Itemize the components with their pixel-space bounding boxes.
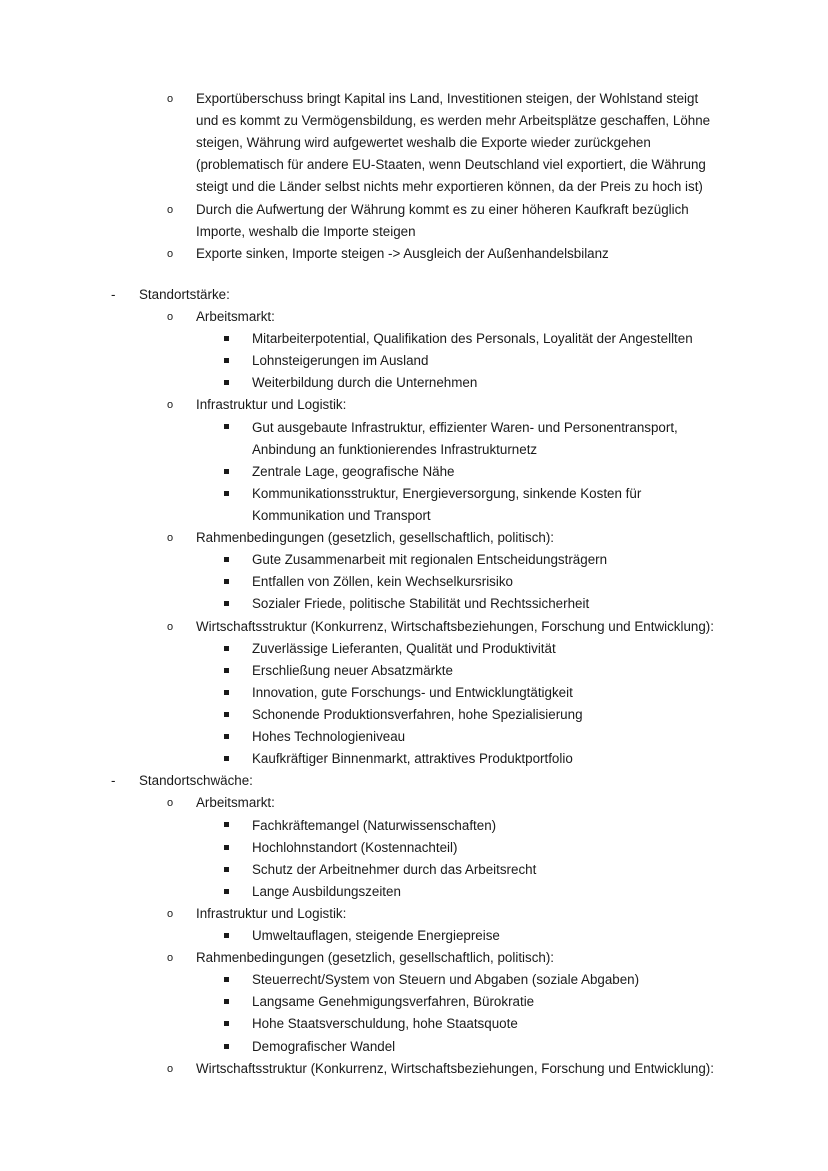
list-item-text: Hohes Technologieniveau — [252, 729, 406, 745]
square-bullet-icon — [224, 350, 252, 372]
list-item — [224, 571, 718, 593]
square-bullet-icon — [224, 660, 252, 682]
outline-list — [224, 969, 718, 1057]
list-item — [224, 682, 718, 704]
outline-sublist — [167, 306, 718, 770]
square-bullet-icon — [224, 461, 252, 483]
list-item-text: Kommunikationsstruktur, Energieversorgung, sinkende Kosten für Kommunikation und Transport — [252, 485, 646, 523]
circle-bullet-icon: o — [167, 620, 174, 633]
outline-list — [224, 549, 718, 615]
list-item-text: Standortschwäche: — [139, 773, 253, 789]
list-item-text: Fachkräftemangel (Naturwissenschaften) — [252, 817, 497, 833]
list-item-text: Demografischer Wandel — [252, 1038, 396, 1054]
list-item — [224, 837, 718, 859]
list-item-text: Sozialer Friede, politische Stabilität und Rechtssicherheit — [252, 596, 590, 612]
square-bullet-icon — [224, 483, 252, 505]
square-bullet-icon — [224, 881, 252, 903]
list-item — [224, 461, 718, 483]
list-item-text: Innovation, gute Forschungs- und Entwicklungtätigkeit — [252, 684, 573, 700]
list-item — [224, 1013, 718, 1035]
outline-list — [224, 328, 718, 394]
list-item — [167, 903, 718, 947]
outline-list — [110, 284, 718, 1080]
outline-list — [167, 306, 718, 770]
list-item — [224, 593, 718, 615]
list-item — [110, 770, 718, 1080]
list-item — [167, 527, 718, 615]
list-item — [224, 925, 718, 947]
list-item-text: Mitarbeiterpotential, Qualifikation des Personals, Loyalität der Angestellten — [252, 331, 693, 347]
list-item — [167, 306, 718, 394]
list-item-text: Entfallen von Zöllen, kein Wechselkursrisiko — [252, 574, 513, 590]
circle-bullet-icon: o — [167, 399, 174, 412]
list-item-text: Steuerrecht/System von Steuern und Abgaben (soziale Abgaben) — [252, 972, 640, 988]
list-item — [167, 792, 718, 903]
circle-bullet-icon: o — [167, 797, 174, 810]
square-bullet-icon — [224, 593, 252, 615]
square-bullet-icon — [224, 991, 252, 1013]
list-item — [224, 417, 718, 461]
list-item-text: Arbeitsmarkt: — [196, 795, 275, 811]
list-item-text: Zentrale Lage, geografische Nähe — [252, 463, 455, 479]
list-item-text: Schonende Produktionsverfahren, hohe Spezialisierung — [252, 706, 583, 722]
list-item — [224, 638, 718, 660]
list-item — [224, 350, 718, 372]
list-item-text: Durch die Aufwertung der Währung kommt es zu einer höheren Kaufkraft bezüglich Importe, weshalb die Importe steigen — [196, 201, 693, 239]
list-item-text: Lange Ausbildungszeiten — [252, 883, 401, 899]
square-bullet-icon — [224, 549, 252, 571]
list-item-text: Umweltauflagen, steigende Energiepreise — [252, 928, 500, 944]
square-bullet-icon — [224, 859, 252, 881]
list-item — [167, 88, 718, 199]
square-bullet-icon — [224, 417, 252, 439]
list-item-text: Rahmenbedingungen (gesetzlich, gesellschaftlich, politisch): — [196, 950, 555, 966]
document-body — [110, 88, 718, 1080]
circle-bullet-icon: o — [167, 1062, 174, 1075]
outline-list — [167, 88, 718, 265]
square-bullet-icon — [224, 726, 252, 748]
list-item-text: Langsame Genehmigungsverfahren, Bürokratie — [252, 994, 535, 1010]
list-item — [224, 1036, 718, 1058]
square-bullet-icon — [224, 328, 252, 350]
circle-bullet-icon: o — [167, 247, 174, 260]
list-item — [110, 284, 718, 770]
square-bullet-icon — [224, 925, 252, 947]
list-item-text: Lohnsteigerungen im Ausland — [252, 353, 429, 369]
list-item-text: Kaufkräftiger Binnenmarkt, attraktives Produktportfolio — [252, 751, 573, 767]
outline-sublist — [224, 417, 718, 528]
list-item — [224, 859, 718, 881]
list-item — [167, 1058, 718, 1080]
list-item-text: Wirtschaftsstruktur (Konkurrenz, Wirtschaftsbeziehungen, Forschung und Entwicklung): — [196, 618, 714, 634]
outline-list — [224, 638, 718, 771]
square-bullet-icon — [224, 969, 252, 991]
square-bullet-icon — [224, 682, 252, 704]
circle-bullet-icon: o — [167, 203, 174, 216]
outline-list — [224, 925, 718, 947]
outline-list — [167, 792, 718, 1079]
list-item-text: Arbeitsmarkt: — [196, 308, 275, 324]
square-bullet-icon — [224, 1036, 252, 1058]
circle-bullet-icon: o — [167, 952, 174, 965]
outline-list — [224, 815, 718, 903]
outline-sublist — [224, 638, 718, 771]
list-item-text: Wirtschaftsstruktur (Konkurrenz, Wirtschaftsbeziehungen, Forschung und Entwicklung): — [196, 1060, 714, 1076]
list-item — [167, 243, 718, 265]
list-item — [224, 815, 718, 837]
dash-bullet-icon: - — [111, 286, 116, 302]
square-bullet-icon — [224, 815, 252, 837]
list-item — [224, 549, 718, 571]
list-item-text: Gute Zusammenarbeit mit regionalen Entscheidungsträgern — [252, 552, 608, 568]
outline-sublist — [224, 969, 718, 1057]
square-bullet-icon — [224, 372, 252, 394]
list-item-text: Schutz der Arbeitnehmer durch das Arbeitsrecht — [252, 861, 537, 877]
list-item — [224, 748, 718, 770]
paragraph-spacer — [110, 265, 718, 284]
list-item — [224, 726, 718, 748]
list-item-text: Weiterbildung durch die Unternehmen — [252, 375, 478, 391]
list-item — [224, 660, 718, 682]
list-item — [224, 372, 718, 394]
square-bullet-icon — [224, 704, 252, 726]
square-bullet-icon — [224, 748, 252, 770]
circle-bullet-icon: o — [167, 907, 174, 920]
square-bullet-icon — [224, 571, 252, 593]
list-item-text: Hohe Staatsverschuldung, hohe Staatsquote — [252, 1016, 518, 1032]
square-bullet-icon — [224, 638, 252, 660]
dash-bullet-icon: - — [111, 773, 116, 789]
list-item-text: Erschließung neuer Absatzmärkte — [252, 662, 453, 678]
list-item — [224, 704, 718, 726]
circle-bullet-icon: o — [167, 93, 174, 105]
list-item — [167, 394, 718, 527]
square-bullet-icon — [224, 1013, 252, 1035]
list-item-text: Standortstärke: — [139, 286, 230, 302]
outline-sublist — [224, 815, 718, 903]
outline-sublist — [224, 328, 718, 394]
outline-sublist — [224, 925, 718, 947]
list-item — [167, 616, 718, 771]
outline-list — [224, 417, 718, 528]
list-item-text: Gut ausgebaute Infrastruktur, effizienter Waren- und Personentransport, Anbindung an funktionierendes Infrastrukturnetz — [252, 419, 681, 457]
list-item — [224, 483, 718, 527]
list-item — [167, 199, 718, 243]
list-item-text: Zuverlässige Lieferanten, Qualität und Produktivität — [252, 640, 556, 656]
list-item — [224, 328, 718, 350]
list-item-text: Infrastruktur und Logistik: — [196, 397, 347, 413]
outline-sublist — [167, 88, 718, 265]
circle-bullet-icon: o — [167, 532, 174, 545]
outline-sublist — [224, 549, 718, 615]
list-item-text: Hochlohnstandort (Kostennachteil) — [252, 839, 458, 855]
list-item-text: Infrastruktur und Logistik: — [196, 905, 347, 921]
list-item — [224, 969, 718, 991]
outline-sublist — [167, 792, 718, 1079]
list-item — [224, 881, 718, 903]
circle-bullet-icon: o — [167, 310, 174, 323]
list-item-text: Exporte sinken, Importe steigen -> Ausgleich der Außenhandelsbilanz — [196, 245, 609, 261]
list-item — [224, 991, 718, 1013]
list-item-text: Rahmenbedingungen (gesetzlich, gesellschaftlich, politisch): — [196, 530, 555, 546]
square-bullet-icon — [224, 837, 252, 859]
list-item — [167, 947, 718, 1058]
list-item-text: Exportüberschuss bringt Kapital ins Land, Investitionen steigen, der Wohlstand steigt und es kommt zu Vermögensbildung, es werden mehr Arbeitsplätze geschaffen, Löhne steigen, Währung wird aufgewertet weshalb die Exporte wieder zurückgehen (problematisch für andere EU-Staaten, wenn Deutschland viel exportiert, die Währung steigt und die Länder selbst nichts mehr exportieren können, da der Preis zu hoch ist) — [196, 91, 714, 195]
